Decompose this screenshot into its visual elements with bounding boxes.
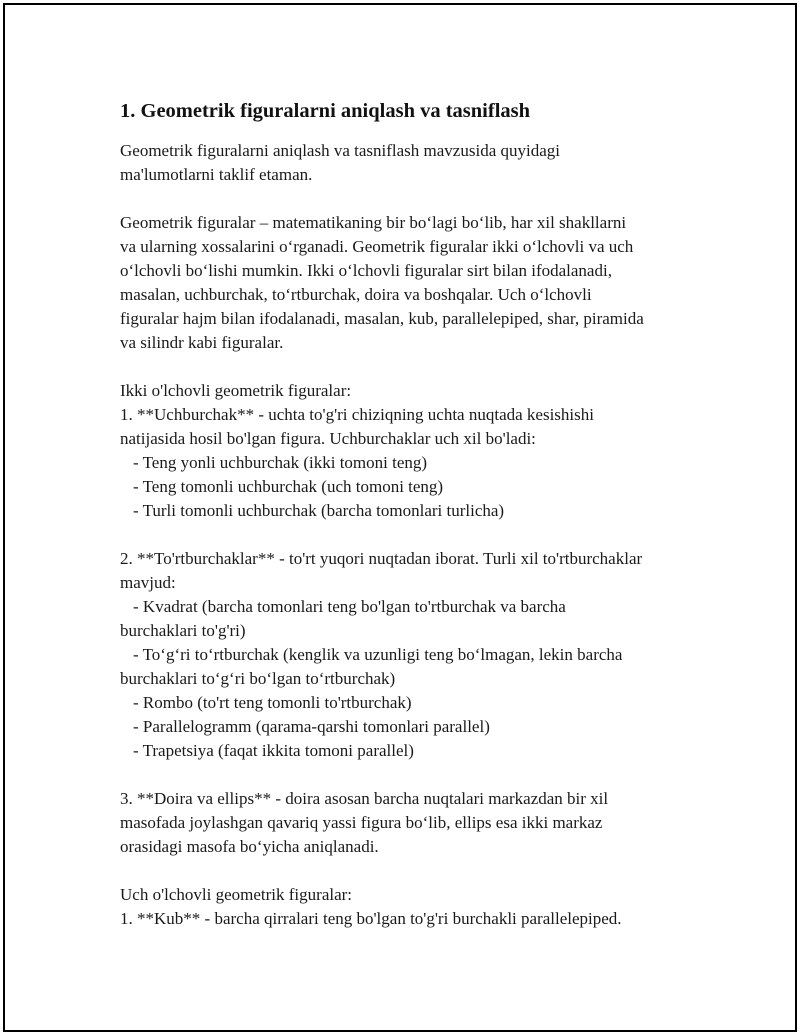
text-line: masalan, uchburchak, to‘rtburchak, doira va boshqalar. Uch o‘lchovli [120, 285, 592, 304]
text-line: burchaklari to'g'ri) [120, 621, 246, 640]
list-item: - To‘g‘ri to‘rtburchak (kenglik va uzunligi teng bo‘lmagan, lekin barcha [133, 645, 623, 664]
text-line: Geometrik figuralarni aniqlash va tasniflash mavzusida quyidagi [120, 141, 560, 160]
text-line: mavjud: [120, 573, 176, 592]
text-line: ma'lumotlarni taklif etaman. [120, 165, 313, 184]
list-item: - Rombo (to'rt teng tomonli to'rtburchak) [133, 693, 412, 712]
section-heading-line: Ikki o'lchovli geometrik figuralar: [120, 381, 352, 400]
text-line: va ularning xossalarini o‘rganadi. Geometrik figuralar ikki o‘lchovli va uch [120, 237, 634, 256]
text-line: 1. **Uchburchak** - uchta to'g'ri chiziqning uchta nuqtada kesishishi [120, 405, 594, 424]
document-title: 1. Geometrik figuralarni aniqlash va tasniflash [120, 100, 531, 122]
section-heading-line: Uch o'lchovli geometrik figuralar: [120, 885, 353, 904]
text-line: 1. **Kub** - barcha qirralari teng bo'lgan to'g'ri burchakli parallelepiped. [120, 909, 622, 928]
text-line: o‘lchovli bo‘lishi mumkin. Ikki o‘lchovli figuralar sirt bilan ifodalanadi, [120, 261, 612, 280]
text-line: orasidagi masofa bo‘yicha aniqlanadi. [120, 837, 379, 856]
text-line: va silindr kabi figuralar. [120, 333, 284, 352]
text-line: figuralar hajm bilan ifodalanadi, masalan, kub, parallelepiped, shar, piramida [120, 309, 644, 328]
list-item: - Parallelogramm (qarama-qarshi tomonlari parallel) [133, 717, 490, 736]
intro-paragraph [120, 139, 710, 187]
three-dimensional-paragraph [120, 883, 710, 931]
two-dimensional-paragraph [120, 379, 710, 523]
document-content [120, 97, 710, 955]
definition-paragraph [120, 211, 710, 355]
list-item: - Kvadrat (barcha tomonlari teng bo'lgan to'rtburchak va barcha [133, 597, 566, 616]
text-line: masofada joylashgan qavariq yassi figura bo‘lib, ellips esa ikki markaz [120, 813, 603, 832]
text-line: 2. **To'rtburchaklar** - to'rt yuqori nuqtadan iborat. Turli xil to'rtburchaklar [120, 549, 643, 568]
list-item: - Teng tomonli uchburchak (uch tomoni teng) [133, 477, 444, 496]
list-item: - Turli tomonli uchburchak (barcha tomonlari turlicha) [133, 501, 505, 520]
text-line: 3. **Doira va ellips** - doira asosan barcha nuqtalari markazdan bir xil [120, 789, 609, 808]
list-item: - Teng yonli uchburchak (ikki tomoni teng) [133, 453, 428, 472]
list-item: - Trapetsiya (faqat ikkita tomoni parallel) [133, 741, 414, 760]
text-line: natijasida hosil bo'lgan figura. Uchburchaklar uch xil bo'ladi: [120, 429, 536, 448]
text-line: burchaklari to‘g‘ri bo‘lgan to‘rtburchak) [120, 669, 396, 688]
document-page [3, 3, 797, 1032]
circle-ellipse-paragraph [120, 787, 710, 859]
text-line: Geometrik figuralar – matematikaning bir bo‘lagi bo‘lib, har xil shakllarni [120, 213, 627, 232]
quadrilaterals-paragraph [120, 547, 710, 763]
